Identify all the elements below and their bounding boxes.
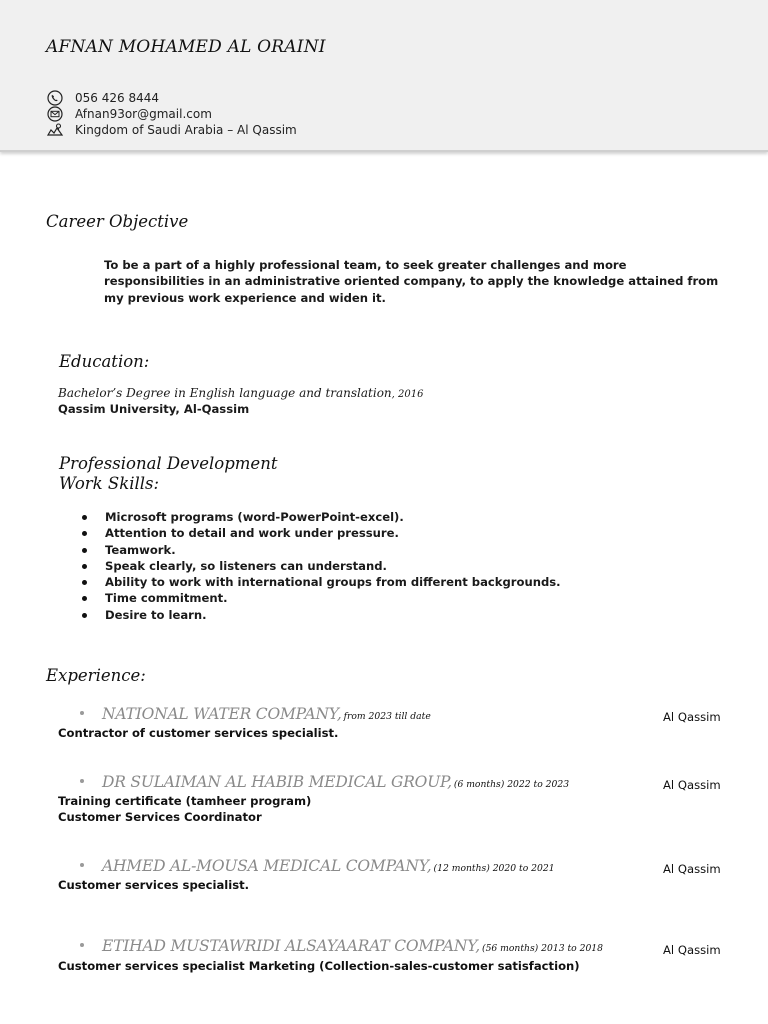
- work-skills-title: Work Skills:: [59, 474, 160, 493]
- candidate-name: AFNAN MOHAMED AL ORAINI: [46, 37, 326, 57]
- list-item: Attention to detail and work under pressure.: [79, 525, 561, 541]
- career-objective-title: Career Objective: [46, 212, 189, 231]
- education-title: Education:: [59, 352, 150, 371]
- contact-location: [46, 122, 297, 138]
- job-period: (6 months) 2022 to 2023: [453, 779, 570, 790]
- professional-development-title: Professional Development: [59, 454, 278, 473]
- job-location: Al Qassim: [663, 943, 721, 957]
- degree-name: Bachelor’s Degree in English language and translation: [58, 386, 392, 400]
- email-address[interactable]: Afnan93or@gmail.com: [75, 107, 212, 121]
- experience-title: Experience:: [46, 666, 146, 685]
- career-objective-text: To be a part of a highly professional team, to seek greater challenges and more responsibilities in an administrative oriented company, to apply the knowledge attained from my previous work experience and widen it.: [104, 258, 719, 305]
- list-item: Ability to work with international groups from different backgrounds.: [79, 574, 561, 590]
- company-name: DR SULAIMAN AL HABIB MEDICAL GROUP,: [102, 773, 452, 791]
- list-item: Microsoft programs (word-PowerPoint-excel).: [79, 509, 561, 525]
- bullet-icon: [80, 943, 84, 947]
- list-item: Teamwork.: [79, 542, 561, 558]
- company-name: NATIONAL WATER COMPANY,: [102, 705, 342, 723]
- job-location: Al Qassim: [663, 710, 721, 724]
- job-role: Customer Services Coordinator: [58, 810, 262, 824]
- bullet-icon: [80, 711, 84, 715]
- job-role: Contractor of customer services specialist.: [58, 726, 339, 740]
- bullet-icon: [80, 863, 84, 867]
- contact-email: [46, 106, 212, 122]
- job-header-ahmed-al-mousa: [80, 857, 555, 875]
- company-name: ETIHAD MUSTAWRIDI ALSAYAARAT COMPANY,: [102, 937, 480, 955]
- job-period: (12 months) 2020 to 2021: [433, 863, 555, 874]
- list-item: Time commitment.: [79, 590, 561, 606]
- job-role: Customer services specialist.: [58, 878, 250, 892]
- contact-phone: [46, 90, 159, 106]
- job-header-national-water: [80, 705, 431, 723]
- job-role: Training certificate (tamheer program): [58, 794, 312, 808]
- phone-icon: [46, 90, 64, 106]
- degree: [58, 386, 423, 400]
- degree-year: , 2016: [391, 389, 424, 400]
- list-item: Desire to learn.: [79, 607, 561, 623]
- skills-list: [79, 509, 561, 623]
- list-item: Speak clearly, so listeners can understand.: [79, 558, 561, 574]
- location-icon: [46, 122, 64, 138]
- job-header-dr-sulaiman: [80, 773, 569, 791]
- location-text: Kingdom of Saudi Arabia – Al Qassim: [75, 123, 297, 137]
- job-location: Al Qassim: [663, 862, 721, 876]
- university: Qassim University, Al-Qassim: [58, 402, 250, 416]
- job-location: Al Qassim: [663, 778, 721, 792]
- bullet-icon: [80, 779, 84, 783]
- phone-number[interactable]: 056 426 8444: [75, 91, 159, 105]
- company-name: AHMED AL-MOUSA MEDICAL COMPANY,: [102, 857, 432, 875]
- job-period: from 2023 till date: [343, 711, 431, 722]
- email-icon: [46, 106, 64, 122]
- job-role: Customer services specialist Marketing (Collection-sales-customer satisfaction): [58, 959, 580, 973]
- job-header-etihad: [80, 937, 603, 955]
- job-period: (56 months) 2013 to 2018: [481, 943, 603, 954]
- resume-header: [0, 0, 768, 152]
